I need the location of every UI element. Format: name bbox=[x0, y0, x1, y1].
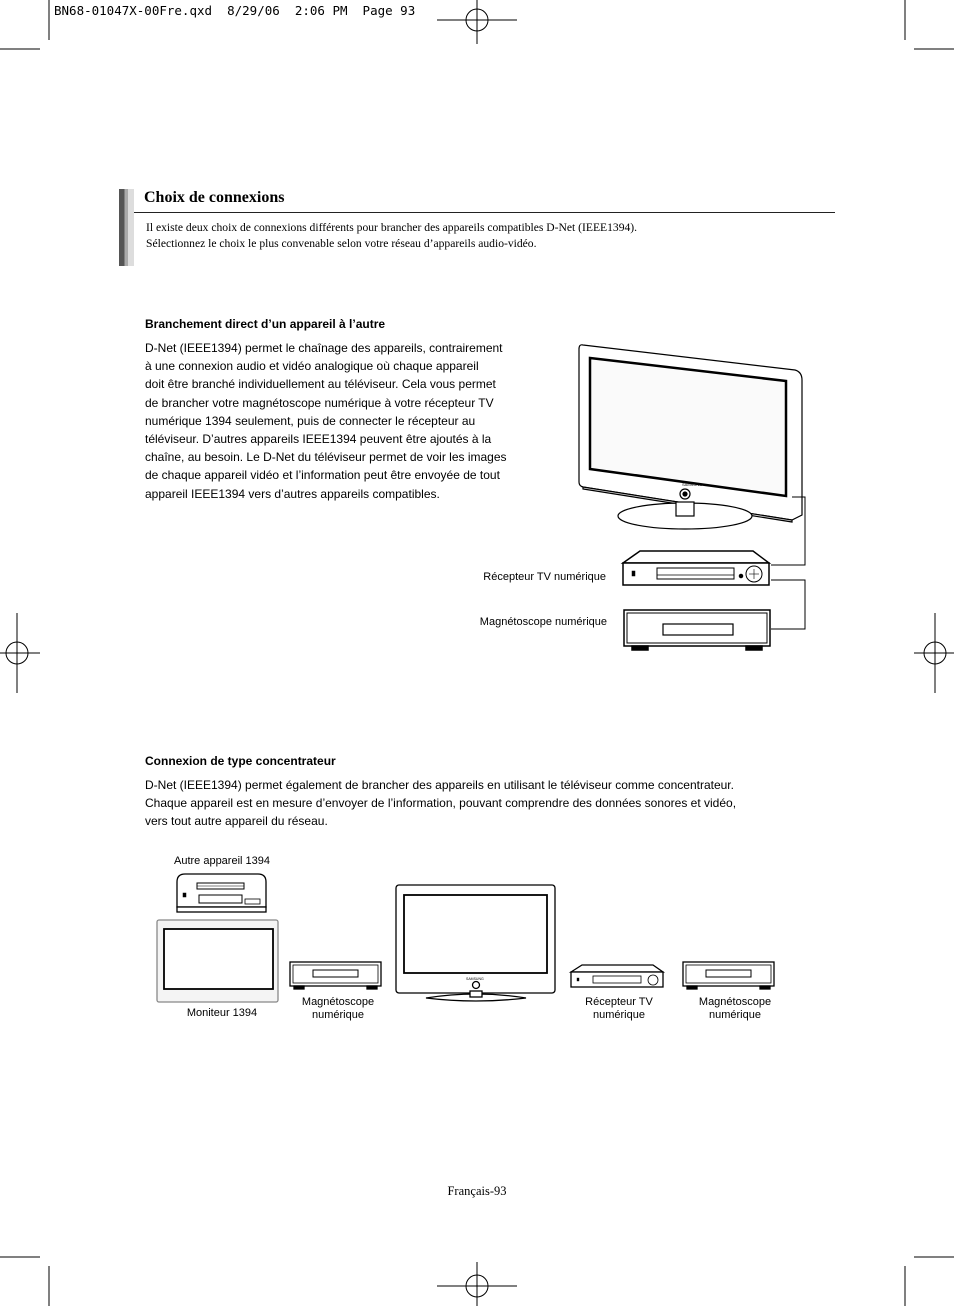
intro-line: Sélectionnez le choix le plus convenable selon votre réseau d’appareils audio-vidéo. bbox=[146, 237, 537, 250]
hub-tv-illustration bbox=[396, 885, 555, 1001]
tv-brand-text: SAMSUNG bbox=[682, 482, 703, 487]
other-device-label: Autre appareil 1394 bbox=[173, 855, 270, 867]
receiver-right-illustration bbox=[571, 965, 663, 987]
text-line: D-Net (IEEE1394) permet le chaînage des appareils, contrairement bbox=[145, 341, 503, 355]
text-line: appareil IEEE1394 vers d’autres appareils compatibles. bbox=[145, 486, 440, 501]
label-line: Récepteur TV bbox=[585, 996, 653, 1008]
monitor-1394-illustration bbox=[157, 920, 278, 1002]
text-line: D-Net (IEEE1394) permet également de brancher des appareils en utilisant le téléviseur comme concentrateur. bbox=[145, 778, 734, 792]
text-line: de brancher votre magnétoscope numérique à votre récepteur TV bbox=[145, 395, 494, 410]
other-1394-device-illustration bbox=[177, 874, 266, 912]
hub-connection-heading: Connexion de type concentrateur bbox=[145, 754, 336, 768]
direct-connection-heading: Branchement direct d’un appareil à l’autre bbox=[145, 317, 386, 331]
vcr-right-label bbox=[685, 996, 785, 1022]
label-line: numérique bbox=[312, 1009, 364, 1021]
label-line: Magnétoscope bbox=[698, 996, 772, 1008]
vcr-right-illustration bbox=[683, 962, 774, 989]
print-slug: BN68-01047X-00Fre.qxd 8/29/06 2:06 PM Page 93 bbox=[54, 3, 416, 18]
receiver-label: Récepteur TV numérique bbox=[483, 571, 606, 583]
vcr-left-illustration bbox=[290, 962, 381, 989]
text-line: vers tout autre appareil du réseau. bbox=[145, 814, 328, 829]
receiver-right-label bbox=[569, 996, 669, 1022]
text-line: à une connexion audio et vidéo analogique où chaque appareil bbox=[145, 359, 479, 374]
page-number: Français-93 bbox=[447, 1184, 507, 1198]
label-line: numérique bbox=[709, 1009, 761, 1021]
label-line: numérique bbox=[593, 1009, 645, 1021]
text-line: téléviseur. D’autres appareils IEEE1394 peuvent être ajoutés à la bbox=[145, 432, 492, 447]
text-line: numérique 1394 seulement, puis de connecter le récepteur au bbox=[145, 413, 476, 428]
intro-line: Il existe deux choix de connexions différents pour brancher des appareils compatibles D-Net (IEEE1394). bbox=[146, 221, 638, 234]
section-title: Choix de connexions bbox=[144, 189, 285, 206]
text-line: chaîne, au besoin. Le D-Net du téléviseur permet de voir les images bbox=[145, 450, 507, 465]
monitor-label: Moniteur 1394 bbox=[186, 1007, 258, 1019]
text-line: de chaque appareil vidéo et l’information peut être envoyée de tout bbox=[145, 468, 500, 483]
text-line: Chaque appareil est en mesure d’envoyer de l’information, pouvant comprendre des données sonores et vidéo, bbox=[145, 796, 737, 811]
label-line: Magnétoscope bbox=[301, 996, 375, 1008]
text-line: doit être branché individuellement au téléviseur. Cela vous permet bbox=[145, 377, 496, 392]
hub-tv-brand-text: SAMSUNG bbox=[466, 977, 484, 981]
vcr-left-label bbox=[288, 996, 388, 1022]
vcr-label: Magnétoscope numérique bbox=[479, 616, 607, 628]
